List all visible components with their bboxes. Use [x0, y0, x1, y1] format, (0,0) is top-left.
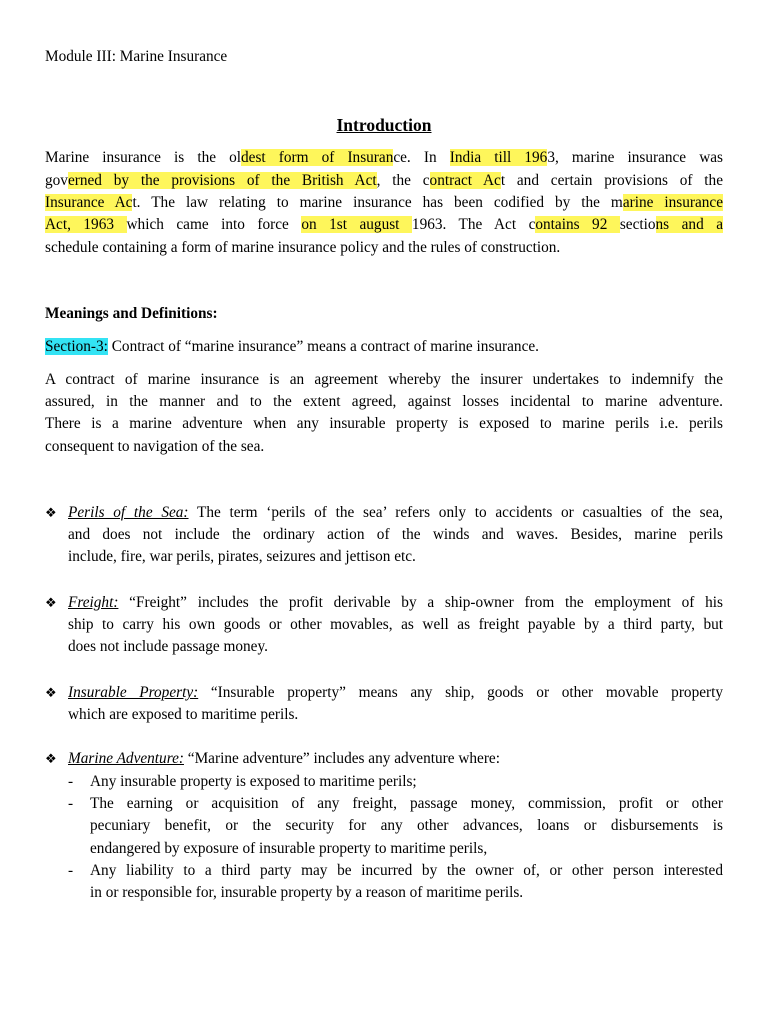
bullet-diamond-icon: ❖ — [45, 685, 57, 700]
contract-line-1: A contract of marine insurance is an agreement whereby the insurer undertakes to indemnify the — [45, 371, 723, 388]
text-segment: Marine insurance is the ol — [45, 149, 242, 166]
adventure-line-1: Marine Adventure: “Marine adventure” includes any adventure where: — [68, 750, 500, 767]
intro-line-1 — [45, 147, 723, 170]
text-segment: sectio — [619, 216, 656, 233]
highlighted-text: ontains 92 — [535, 216, 620, 233]
adventure-item-2-line-2: pecuniary benefit, or the security for any other advances, loans or disbursements is — [90, 817, 723, 834]
text-segment: ce. In — [393, 149, 450, 166]
freight-line-1: Freight: “Freight” includes the profit derivable by a ship-owner from the employment of his — [68, 594, 723, 611]
text-segment: 3, marine insurance was — [547, 149, 724, 166]
highlighted-text: arine insurance — [622, 194, 723, 211]
perils-line-2: and does not include the ordinary action of the winds and waves. Besides, marine perils — [68, 526, 723, 543]
text-segment: 1963. The Act c — [411, 216, 536, 233]
intro-line-5: schedule containing a form of marine insurance policy and the rules of construction. — [45, 239, 561, 256]
text-segment: gov — [45, 172, 68, 189]
adventure-item-2-line-1: The earning or acquisition of any freight, passage money, commission, profit or other — [90, 795, 723, 812]
adventure-item-1: Any insurable property is exposed to maritime perils; — [90, 773, 417, 790]
text-segment: , the c — [376, 172, 430, 189]
perils-line-3: include, fire, war perils, pirates, seizures and jettison etc. — [68, 548, 416, 565]
adventure-item-3-line-2: in or responsible for, insurable property by a reason of maritime perils. — [90, 884, 524, 901]
insurable-term: Insurable Property: — [68, 684, 199, 701]
highlighted-text: erned by the provisions of the British Act — [67, 172, 377, 189]
section-3-definition — [45, 336, 723, 359]
dash-marker: - — [68, 773, 74, 790]
bullet-diamond-icon: ❖ — [45, 595, 57, 610]
highlighted-text: Insurance Ac — [45, 194, 133, 211]
text-segment: t and certain provisions of the — [500, 172, 723, 189]
highlighted-text: Act, 1963 — [45, 216, 127, 233]
freight-line-3: does not include passage money. — [68, 638, 268, 655]
freight-term: Freight: — [68, 594, 119, 611]
contract-line-2: assured, in the manner and to the extent agreed, against losses incidental to marine adventure. — [45, 393, 723, 410]
insurable-line-2: which are exposed to maritime perils. — [68, 706, 299, 723]
meanings-heading: Meanings and Definitions: — [45, 305, 218, 322]
text-segment: which came into force — [126, 216, 302, 233]
bullet-diamond-icon: ❖ — [45, 505, 57, 520]
contract-line-3: There is a marine adventure when any insurable property is exposed to marine perils i.e. perils — [45, 415, 723, 432]
perils-line-1: Perils of the Sea: The term ‘perils of the sea’ refers only to accidents or casualties of the sea, — [68, 504, 723, 521]
adventure-item-3-line-1: Any liability to a third party may be incurred by the owner of, or other person interested — [90, 862, 723, 879]
highlighted-text: dest form of Insuran — [241, 149, 394, 166]
highlighted-text: on 1st august — [301, 216, 412, 233]
text-segment: t. The law relating to marine insurance has been codified by the m — [132, 194, 623, 211]
freight-line-2: ship to carry his own goods or other movables, as well as freight payable by a third party, but — [68, 616, 723, 633]
dash-marker: - — [68, 795, 74, 812]
highlighted-text: ns and a — [655, 216, 723, 233]
highlighted-text: India till 196 — [449, 149, 548, 166]
section-3-text: Contract of “marine insurance” means a contract of marine insurance. — [107, 338, 539, 355]
adventure-item-2-line-3: endangered by exposure of insurable property to maritime perils, — [90, 840, 488, 857]
contract-line-4: consequent to navigation of the sea. — [45, 438, 265, 455]
page-title: Introduction — [336, 115, 432, 135]
intro-line-4 — [45, 214, 723, 237]
intro-line-2 — [45, 170, 723, 193]
highlighted-text: ontract Ac — [429, 172, 501, 189]
dash-marker: - — [68, 862, 74, 879]
intro-line-3 — [45, 192, 723, 215]
module-header: Module III: Marine Insurance — [45, 48, 228, 65]
section-3-label: Section-3: — [45, 338, 108, 355]
adventure-term: Marine Adventure: — [68, 750, 184, 767]
bullet-diamond-icon: ❖ — [45, 751, 57, 766]
perils-term: Perils of the Sea: — [68, 504, 189, 521]
insurable-line-1: Insurable Property: “Insurable property” means any ship, goods or other movable property — [68, 684, 724, 701]
